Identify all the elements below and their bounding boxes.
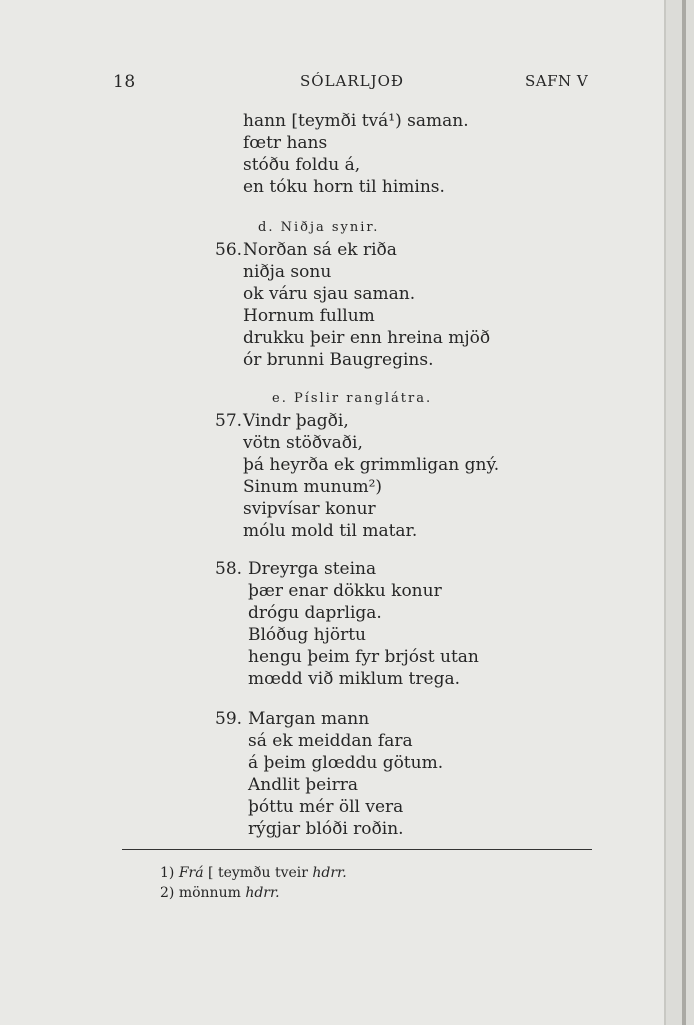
verse-line: Margan mann: [248, 709, 370, 729]
footnote-italic: Frá: [178, 865, 204, 881]
verse-line: Blóðug hjörtu: [248, 625, 366, 645]
verse-line: svipvísar konur: [243, 499, 376, 519]
section-subheading: e. Píslir ranglátra.: [272, 391, 433, 406]
verse-line: Sinum munum²): [243, 477, 383, 497]
verse-line: þá heyrða ek grimmligan gný.: [243, 455, 500, 475]
verse-line: hengu þeim fyr brjóst utan: [248, 647, 479, 667]
stanza-number: 57.: [215, 411, 243, 431]
footnote-number: 2): [160, 885, 175, 901]
verse-line: fœtr hans: [243, 133, 328, 153]
page-number: 18: [113, 72, 136, 92]
verse-line: Norðan sá ek riða: [243, 240, 397, 260]
running-header-right: SAFN V: [525, 72, 589, 90]
footnote-number: 1): [160, 865, 175, 881]
verse-line: sá ek meiddan fara: [248, 731, 413, 751]
verse-line: drukku þeir enn hreina mjöð: [243, 328, 491, 348]
verse-line: hann [teymði tvá¹) saman.: [243, 111, 469, 131]
verse-line: ok váru sjau saman.: [243, 284, 416, 304]
footnote-text: mönnum: [178, 885, 246, 901]
verse-line: Dreyrga steina: [248, 559, 377, 579]
stanza-number: 56.: [215, 240, 243, 260]
footnote: [160, 864, 347, 882]
footnote-italic: hdrr.: [312, 865, 347, 881]
page-gutter: [664, 0, 694, 1025]
running-title: SÓLARLJOÐ: [300, 72, 405, 90]
stanza-number: 58.: [215, 559, 243, 579]
verse-line: þóttu mér öll vera: [248, 797, 404, 817]
footnote-rule: [122, 849, 592, 850]
binding-edge: [682, 0, 686, 1025]
stanza-number: 59.: [215, 709, 243, 729]
verse-line: þær enar dökku konur: [248, 581, 442, 601]
footnote-italic: hdrr.: [245, 885, 280, 901]
verse-line: en tóku horn til himins.: [243, 177, 445, 197]
verse-line: ór brunni Baugregins.: [243, 350, 434, 370]
verse-line: niðja sonu: [243, 262, 332, 282]
verse-line: stóðu foldu á,: [243, 155, 361, 175]
section-subheading: d. Niðja synir.: [258, 220, 380, 235]
verse-line: mólu mold til matar.: [243, 521, 418, 541]
verse-line: á þeim glœddu götum.: [248, 753, 444, 773]
verse-line: Hornum fullum: [243, 306, 375, 326]
footnote: [160, 884, 280, 902]
verse-line: drógu daprliga.: [248, 603, 382, 623]
footnote-text: [ teymðu tveir: [203, 865, 313, 881]
verse-line: vötn stöðvaði,: [243, 433, 363, 453]
verse-line: Andlit þeirra: [248, 775, 358, 795]
verse-line: rýgjar blóði roðin.: [248, 819, 404, 839]
verse-line: Vindr þagði,: [243, 411, 349, 431]
verse-line: mœdd við miklum trega.: [248, 669, 460, 689]
